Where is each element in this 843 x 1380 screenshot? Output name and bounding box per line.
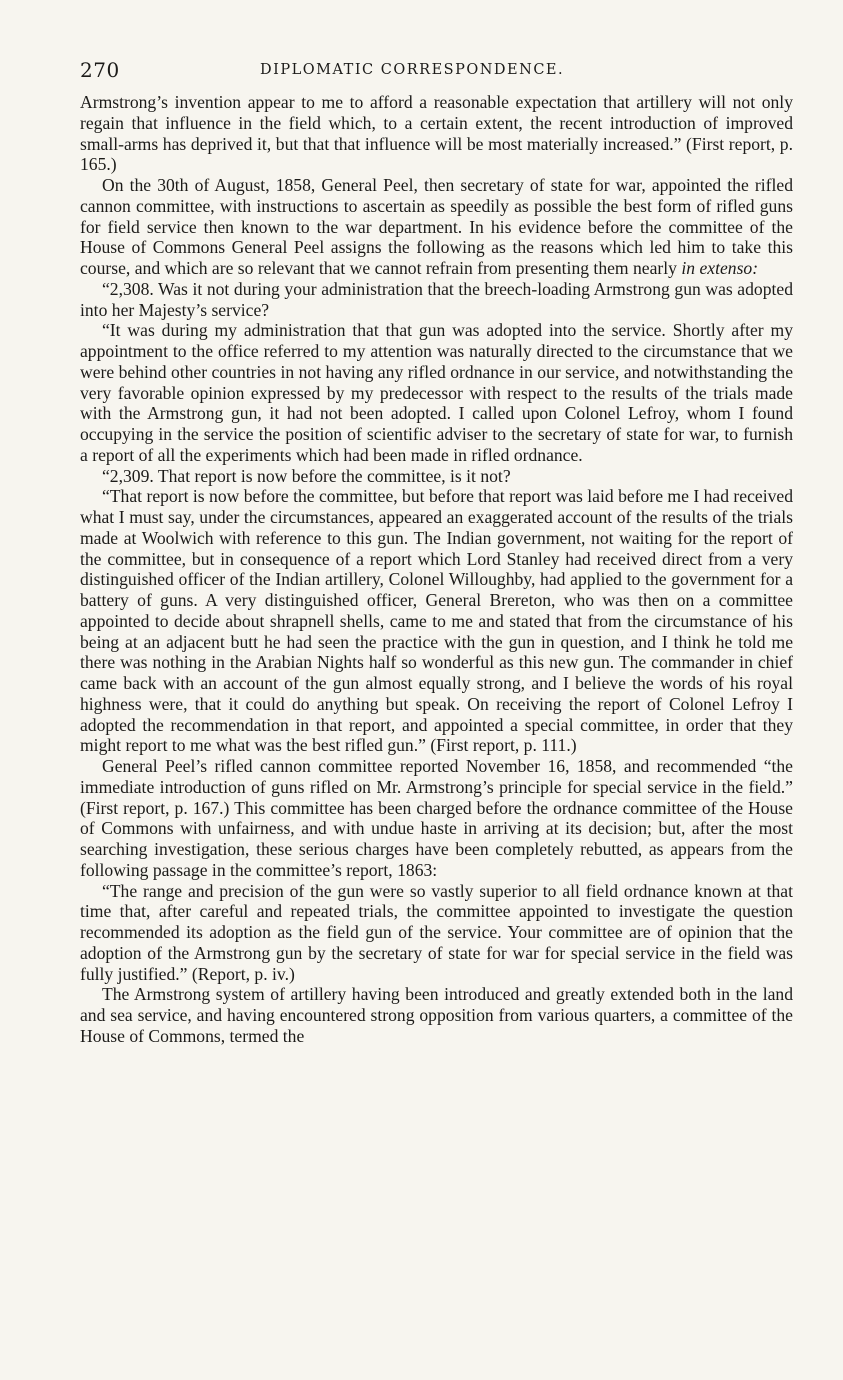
answer-2308: “It was during my administration that that gun was adopted into the service. Shortly after my appointment to the office referred to my attention was naturally directed to the circumstance that we were behind other countries in not having any rifled ordnance in our service, and notwithstanding the very favorable opinion expressed by my predecessor with respect to the results of the trials made with the Armstrong gun, it had not been adopted. I called upon Colonel Lefroy, whom I found occupying in the service the position of scientific adviser to the secretary of state for war, to furnish a report of all the experiments which had been made in rifled ordnance. [80, 320, 793, 465]
page-number: 270 [80, 58, 120, 82]
quote-committee-report-1863: “The range and precision of the gun were so vastly superior to all field ordnance known at that time that, after careful and repeated trials, the committee appointed to investigate the question recommended its adoption as the field gun of the service. Your committee are of opinion that the adoption of the Armstrong gun by the secretary of state for war for special service in the field was fully justified.” (Report, p. iv.) [80, 880, 793, 984]
paragraph-text: On the 30th of August, 1858, General Peel, then secretary of state for war, appointed the rifled cannon committee, with instructions to ascertain as speedily as possible the best form of rifled guns for field service then known to the war department. In his evidence before the committee of the House of Commons General Peel assigns the following as the reasons which led him to take this course, and which are so relevant that we cannot refrain from presenting them nearly [80, 175, 793, 278]
paragraph-peel-committee [80, 175, 793, 279]
paragraph-continued: Armstrong’s invention appear to me to afford a reasonable expectation that artillery will not only regain that influence in the field which, to a certain extent, the recent introduction of improved small-arms has deprived it, but that that influence will be most materially increased.” (First report, p. 165.) [80, 92, 793, 175]
question-2309: “2,309. That report is now before the committee, is it not? [102, 465, 511, 486]
question-2308: “2,308. Was it not during your administration that the breech-loading Armstrong gun was adopted into her Majesty’s service? [80, 278, 793, 320]
answer-2309: “That report is now before the committee, but before that report was laid before me I had received what I must say, under the circumstances, appeared an exaggerated account of the results of the trials made at Woolwich with reference to this gun. The Indian government, not waiting for the report of the committee, but in consequence of a report which Lord Stanley had received direct from a very distinguished officer of the Indian artillery, Colonel Willoughby, had applied to the government for a battery of guns. A very distinguished officer, General Brereton, who was then on a committee appointed to decide about shrapnell shells, came to me and stated that from the circumstance of his being at an adjacent butt he had seen the practice with the gun in question, and I think he told me there was nothing in the Arabian Nights half so wonderful as this new gun. The commander in chief came back with an account of the gun almost equally strong, and I believe the words of his royal highness were, that it could do anything but speak. On receiving the report of Colonel Lefroy I adopted the recommendation in that report, and appointed a special committee, in order that they might report to me what was the best rifled gun.” (First report, p. 111.) [80, 486, 793, 756]
italic-phrase: in extenso: [681, 258, 759, 278]
page-header [80, 58, 793, 92]
body-text [80, 92, 793, 1047]
paragraph-committee-report: General Peel’s rifled cannon committee reported November 16, 1858, and recommended “the immediate introduction of guns rifled on Mr. Armstrong’s principle for special service in the field.” (First report, p. 167.) This committee has been charged before the ordnance committee of the House of Commons with unfairness, and with undue haste in arriving at its decision; but, after the most searching investigation, these serious charges have been completely rebutted, as appears from the following passage in the committee’s report, 1863: [80, 756, 793, 880]
running-head: DIPLOMATIC CORRESPONDENCE. [260, 62, 565, 78]
paragraph-armstrong-system: The Armstrong system of artillery having been introduced and greatly extended both in the land and sea service, and having encountered strong opposition from various quarters, a committee of the House of Commons, termed the [80, 984, 793, 1046]
